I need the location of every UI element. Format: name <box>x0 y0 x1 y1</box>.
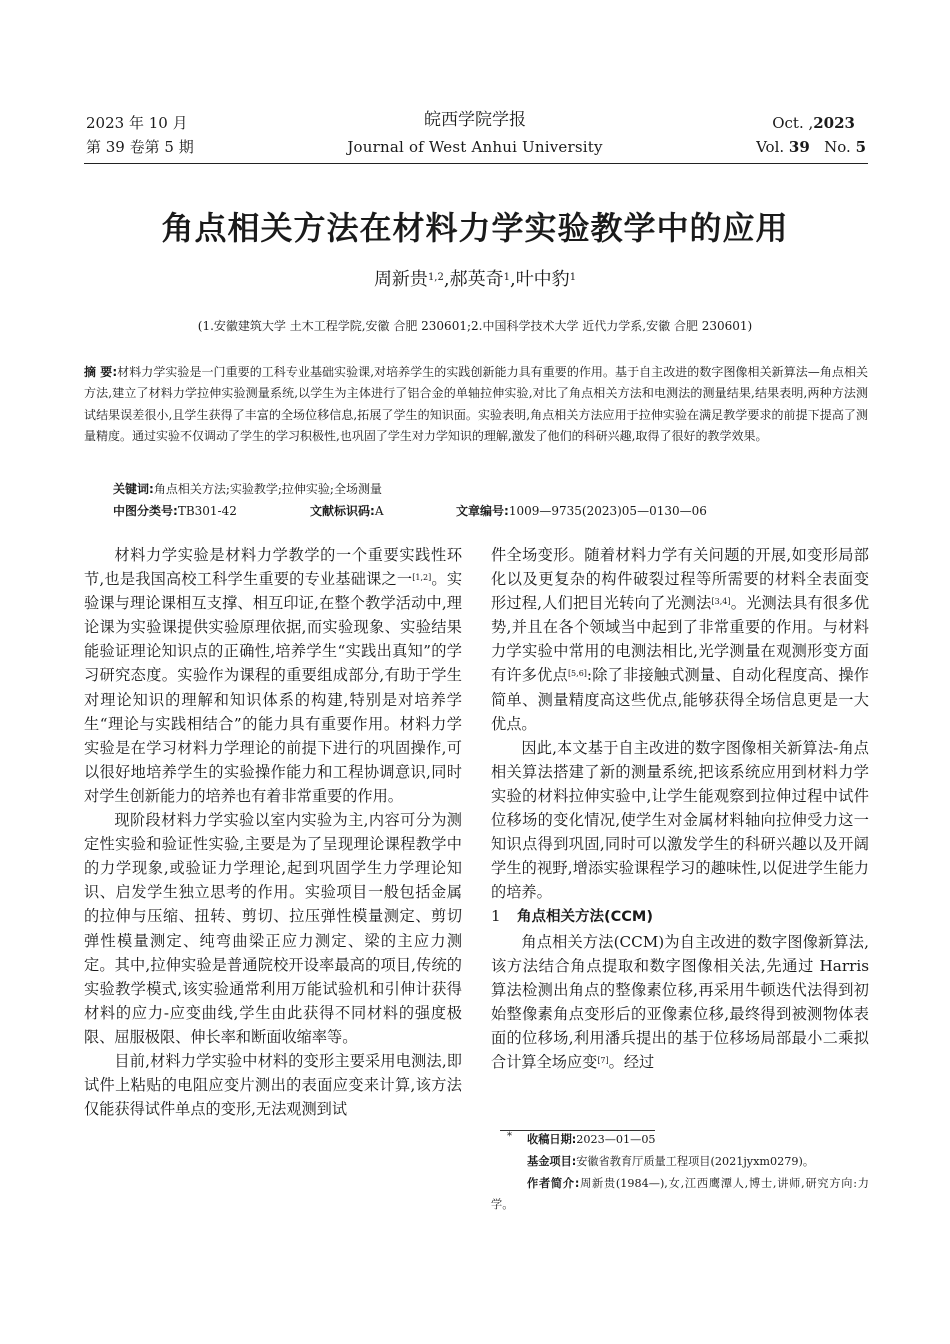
header-month-year <box>772 113 855 133</box>
article-title: 角点相关方法在材料力学实验教学中的应用 <box>161 209 789 247</box>
no-label: No. <box>824 138 851 156</box>
article-number-value: 1009—9735(2023)05—0130—06 <box>508 504 707 518</box>
citation: [5,6] <box>567 669 587 679</box>
author-affil-mark: 1 <box>503 272 510 283</box>
journal-name-en: Journal of West Anhui University <box>347 138 603 156</box>
section-title: 角点相关方法(CCM) <box>517 909 653 926</box>
paragraph-text: 材料力学实验是材料力学教学的一个重要实践性环节,也是我国高校工科学生重要的专业基础课之一 <box>84 546 462 589</box>
received-value: 2023—01—05 <box>576 1133 656 1146</box>
clc-value: TB301-42 <box>177 504 237 518</box>
header-volume-number <box>756 137 866 157</box>
vol-label: Vol. <box>756 138 785 156</box>
abstract-text: 材料力学实验是一门重要的工科专业基础实验课,对培养学生的实践创新能力具有重要的作用。基于自主改进的数字图像相关新算法—角点相关方法,建立了材料力学拉伸实验测量系统,以学生为主体进行了铝合金的单轴拉伸实验,对比了角点相关方法和电测法的测量结果,结果表明,两种方法测试结果误差很小,且学生获得了丰富的全场位移信息,拓展了学生的知识面。实验表明,角点相关方法应用于拉伸实验在满足教学要求的前提下提高了测量精度。通过实验不仅调动了学生的学习积极性,也巩固了学生对力学知识的理解,激发了他们的科研兴趣,取得了很好的教学效果。 <box>84 365 868 444</box>
header-date: 2023 年 10 月 <box>86 114 188 132</box>
paragraph <box>491 930 869 1075</box>
author-separator: , <box>443 269 450 290</box>
journal-name-cn: 皖西学院学报 <box>424 110 526 130</box>
article-number <box>456 501 707 521</box>
footnote-star: * <box>507 1131 512 1142</box>
paragraph: 因此,本文基于自主改进的数字图像相关新算法-角点相关算法搭建了新的测量系统,把该系统应用到材料力学实验的材料拉伸实验中,让学生能观察到拉伸过程中试件位移场的变化情况,使学生对金属材料轴向拉伸受力这一知识点得到巩固,同时可以激发学生的科研兴趣以及开阔学生的视野,增添实验课程学习的趣味性,以促进学生能力的培养。 <box>491 738 869 902</box>
body-column-left <box>84 543 462 1121</box>
paragraph: 现阶段材料力学实验以室内实验为主,内容可分为测定性实验和验证性实验,主要是为了呈现理论课程教学中的力学现象,或验证力学理论,起到巩固学生力学理论知识、启发学生独立思考的作用。实验项目一般包括金属的拉伸与压缩、扭转、剪切、拉压弹性模量测定、剪切弹性模量测定、纯弯曲梁正应力测定、梁的主应力测定。其中,拉伸实验是普通院校开设率最高的项目,传统的实验教学模式,该实验通常利用万能试验机和引伸计获得材料的应力-应变曲线,学生由此获得不同材料的强度极限、屈服极限、伸长率和断面收缩率等。 <box>84 811 462 1046</box>
header-rule <box>84 163 868 164</box>
header-month: Oct. , <box>772 114 814 132</box>
paragraph-text: :除了非接触式测量、自动化程度高、操作简单、测量精度高这些优点,能够获得全场信息更是一大优点。 <box>491 666 869 733</box>
author-name: 叶中豹 <box>515 269 570 290</box>
keywords <box>113 479 382 499</box>
paragraph: 目前,材料力学实验中材料的变形主要采用电测法,即试件上粘贴的电阻应变片测出的表面应变来计算,该方法仅能获得试件单点的变形,无法观测到试 <box>84 1051 462 1119</box>
doc-code-label: 文献标识码: <box>310 504 375 518</box>
vol-num: 39 <box>788 138 810 156</box>
paragraph <box>491 543 869 736</box>
article-number-label: 文章编号: <box>456 504 509 518</box>
affiliations: (1.安徽建筑大学 土木工程学院,安徽 合肥 230601;2.中国科学技术大学 近代力学系,安徽 合肥 230601) <box>197 319 753 333</box>
clc-number <box>113 501 237 521</box>
author-list <box>0 266 950 294</box>
section-heading <box>491 904 869 929</box>
paragraph-text: 角点相关方法(CCM)为自主改进的数字图像新算法,该方法结合角点提取和数字图像相关法,先通过 Harris 算法检测出角点的整像素位移,再采用牛顿迭代法得到初始整像素角点变形后的亚像素位移,最终得到被测物体表面的位移场,利用潘兵提出的基于位移场局部最小二乘拟合计算全场应变 <box>491 932 869 1071</box>
header-year: 2023 <box>813 114 855 132</box>
paragraph-text: 。光测法具有很多优势,并且在各个领域当中起到了非常重要的作用。与材料力学实验中常用的电测法相比,光学测量在观测形变方面有许多优点 <box>491 594 870 685</box>
body-column-right <box>491 543 869 1074</box>
keywords-text: 角点相关方法;实验教学;拉伸实验;全场测量 <box>153 482 382 496</box>
fund-label: 基金项目: <box>527 1155 577 1168</box>
section-number: 1 <box>491 907 501 926</box>
clc-label: 中图分类号: <box>113 504 178 518</box>
citation: [3,4] <box>711 597 731 607</box>
paragraph-text: 。实验课与理论课相互支撑、相互印证,在整个教学活动中,理论课为实验课提供实验原理依据,而实验现象、实验结果能验证理论知识点的正确性,培养学生“实践出真知”的学习研究态度。实验作为课程的重要组成部分,有助于学生对理论知识的理解和知识体系的构建,特别是对培养学生“理论与实践相结合”的能力具有重要作用。材料力学实验是在学习材料力学理论的前提下进行的巩固操作,可以很好地培养学生的实验操作能力和工程协调意识,同时对学生创新能力的培养也有着非常重要的作用。 <box>84 570 463 805</box>
author-affil-mark: 1,2 <box>427 272 444 283</box>
footnote-received <box>491 1129 869 1150</box>
author-separator: , <box>509 269 516 290</box>
abstract-label: 摘 要: <box>84 365 118 379</box>
author-name: 周新贵 <box>373 269 428 290</box>
doc-code-value: A <box>374 504 384 518</box>
author-bio-label: 作者简介: <box>527 1177 580 1190</box>
paragraph-text: 件全场变形。随着材料力学有关问题的开展,如变形局部化以及更复杂的构件破裂过程等所需要的材料全表面变形过程,人们把目光转向了光测法 <box>491 546 869 613</box>
footnote-fund <box>491 1151 869 1172</box>
author-name: 郝英奇 <box>449 269 504 290</box>
citation: [7] <box>597 1055 609 1065</box>
document-code <box>310 501 383 521</box>
keywords-label: 关键词: <box>113 482 154 496</box>
author-affil-mark: 1 <box>569 272 577 283</box>
abstract <box>84 362 868 448</box>
no-num: 5 <box>855 138 866 156</box>
header-issue: 第 39 卷第 5 期 <box>86 138 194 156</box>
footnote-author <box>491 1173 869 1215</box>
citation: [1,2] <box>412 573 432 583</box>
author-bio-value: 周新贵(1984—),女,江西鹰潭人,博士,讲师,研究方向:力学。 <box>491 1177 869 1211</box>
received-label: 收稿日期: <box>527 1133 577 1146</box>
paragraph <box>84 543 462 808</box>
fund-value: 安徽省教育厅质量工程项目(2021jyxm0279)。 <box>576 1155 815 1168</box>
paragraph-text: 。经过 <box>608 1052 655 1071</box>
